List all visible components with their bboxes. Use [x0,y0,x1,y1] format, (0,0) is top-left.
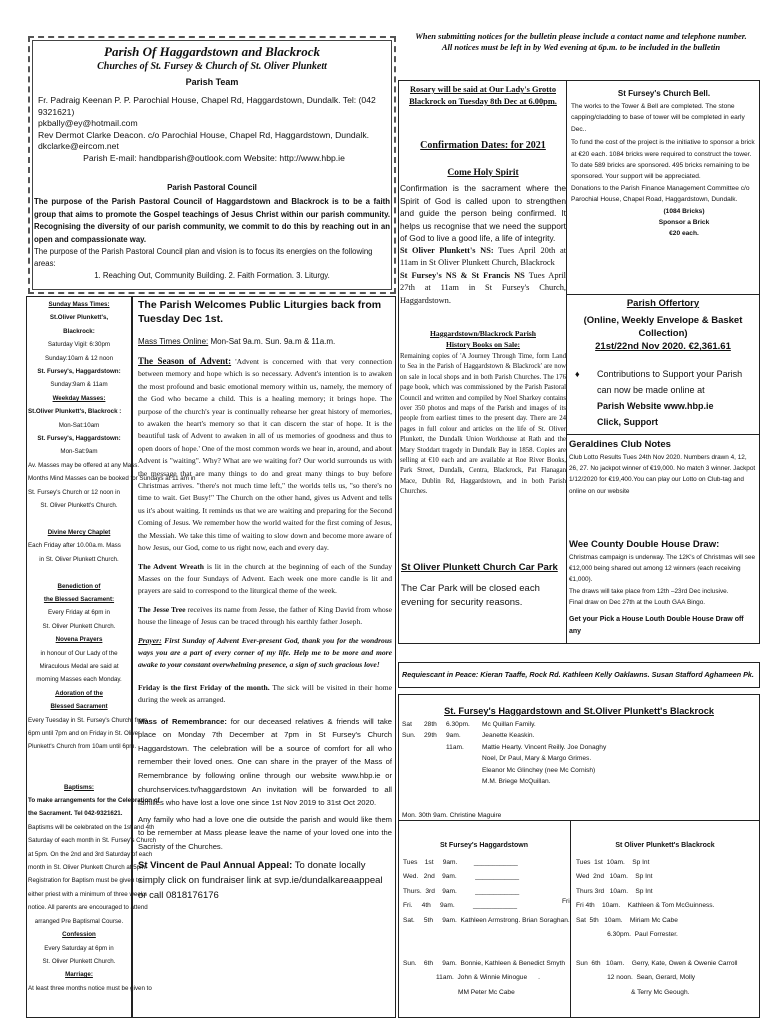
parish-team [38,95,390,164]
schedule-line: 11am. John & Winnie Minogue . [403,974,540,982]
sidebar-line: St.Oliver Plunkett's, Blackrock : [28,408,122,416]
rosary-notice: Rosary will be said at Our Lady's Grotto Blackrock on Tuesday 8th Dec at 6.00pm. [409,85,557,106]
bell-divider [566,294,760,295]
prayer-label: Prayer: [138,635,162,645]
sidebar-line: At least three months notice must be given to [28,984,152,992]
sidebar-line: Confession [62,931,96,939]
sidebar-line: month in St. Oliver Plunkett Church at 5pm. [28,864,147,872]
sidebar-line [26,566,132,579]
offertory-amount: 21st/22nd Nov 2020. €2,361.61 [595,341,731,352]
wreath-section [138,561,392,598]
council-purpose: The purpose of the Parish Pastoral Council of Haggardstown and Blackrock is to be a faith group that aims to promote the Gospel teachings of Jesus Christ within our parish community. Recognising the diversity of our parish community, we commit to do this by reaching out in an open and compassionate way. [34,197,390,244]
sidebar-line: notice. All parents are encouraged to attend [28,904,148,912]
sidebar-line: arranged Pre Baptismal Course. [34,917,124,925]
remembrance-text-2: Any family who had a love one die outside the parish and would like them to be remember at Mass please leave the name of your loved one into the Sacristy of the Churches. [138,814,392,851]
sidebar-line: Saturday Vigil: 6:30pm [47,341,111,349]
schedule-row [402,742,758,753]
remembrance-section [138,715,392,810]
schedule-names: Mc Quillan Family. [482,721,536,728]
geraldines-section [569,438,757,497]
offertory-subtitle: (Online, Weekly Envelope & Basket Collection) [583,315,743,339]
schedule-names: Eleanor Mc Glinchey (nee Mc Cornish) [482,766,596,774]
sf-ns-label: St Fursey's NS & St Francis NS [400,270,525,280]
sidebar-line: Saturday of each month in St. Fursey's Church [28,837,157,845]
sidebar-line: St.Oliver Plunkett's, [49,314,109,322]
history-title-1: Haggardstown/Blackrock Parish [430,329,536,338]
oliver-schedule [576,856,758,1000]
schedule-row [402,753,758,764]
monday-row: Mon. 30th 9am. Christine Maguire [402,812,502,819]
sidebar-line: St. Oliver Plunkett Church. [42,957,116,965]
contribution-website[interactable]: Parish Website www.hbp.ie [597,401,714,411]
sf-ns-text: Tues April 27th at 11am in St Fursey's Church, Haggardstown. [400,270,566,305]
schedule-divider [398,820,760,821]
parish-header [34,44,390,88]
brick-price: €20 each. [669,230,699,238]
wee-county-cta: Get your Pick a House Louth Double House Draw off any [569,616,744,636]
jesse-label: The Jesse Tree [138,604,186,614]
first-friday-text: The sick will be visited in their home during the week as arranged. [138,682,392,705]
schedule-line: Sun. 6th 9am. Bonnie, Kathleen & Benedict Smyth [403,959,566,967]
sidebar-line: the Blessed Sacrament: [43,595,115,603]
schedule-time [446,776,482,787]
schedule-day [402,742,424,753]
schedule-date [424,753,446,764]
advent-label: The Season of Advent: [138,356,232,366]
wee-county-text-2: The draws will take place from 12th –23rd Dec inclusive. [569,587,729,595]
rip-text: Requiescant in Peace: Kieran Taaffe, Rock Rd. Kathleen Kelly Oaklawns. Susan Stafford Aghameen Pk. [402,670,754,679]
contribution-click-support[interactable]: Click, Support [597,417,659,427]
sidebar-line: Baptisms will be celebrated on the 1st and 4th [28,823,155,831]
sop-ns-text: Tues April 20th at 11am in St Oliver Plunkett Church, Blackrock [400,245,566,267]
sidebar-line: at 5pm. On the 2nd and 3rd Saturday of each [28,850,153,858]
schedule-line: Tues 1st 9am. ____________ [403,859,518,866]
advent-section [138,355,392,555]
sidebar-line: Divine Mercy Chaplet [47,528,111,536]
sidebar-line: Blessed Sacrament [50,703,108,711]
geraldines-title: Geraldines Club Notes [569,439,671,450]
history-title-2: History Books on Sale: [445,340,521,349]
sidebar-line: Every Saturday at 6pm in [44,944,114,952]
sidebar-line: Benediction of [57,582,101,590]
schedule-line: Sun 6th 10am. Gerry, Kate, Owen & Owenie Carroll [576,959,738,967]
schedule-row [402,730,758,741]
fursey-schedule [403,856,569,1000]
schedule-line: Tues 1st 10am. Sp Int [576,859,650,866]
welcome-heading: The Parish Welcomes Public Liturgies back from Tuesday Dec 1st. [138,299,382,325]
schedule-time [446,753,482,764]
team-email-1[interactable]: pkbally@ey@hotmail.com [38,118,138,128]
sidebar-line: To make arrangements for the Celebration of [28,797,160,805]
team-line-3: Rev Dermot Clarke Deacon. c/o Parochial House, Chapel Rd, Haggardstown, Dundalk. [38,129,370,140]
sop-ns-label: St Oliver Plunkett's NS: [400,245,494,255]
schedule-date [424,776,446,787]
wreath-label: The Advent Wreath [138,561,205,571]
sidebar-line: Av. Masses may be offered at any Mass. [28,461,140,469]
brick-sponsor [571,206,757,240]
confirmation-title: Confirmation Dates: for 2021 [420,140,546,151]
bell-section [571,88,757,240]
sidebar-line [26,513,132,526]
schedule-date [424,742,446,753]
jesse-text: receives its name from Jesse, the father of King David from whose house the lineage of Jesus can be traced through his earthly father Joseph. [138,604,392,627]
sidebar-line: 6pm until 7pm and on Friday in St. Oliver [28,730,141,737]
bell-text-2: To fund the cost of the project is the initiative to sponsor a brick at €20 each. 1084 bricks were required to construct the tower. To date 589 bricks are sponsored. 495 bricks remaining to be sponsored. Your support will be appreciated. [571,139,755,181]
sidebar-line: Weekday Masses: [52,394,106,402]
contribution-line-2: can now be made online at [597,385,705,395]
notice-line-2: All notices must be left in by Wed evening at 6p.m. to be included in the bulletin [441,42,721,52]
sidebar-line: St. Oliver Plunkett Church. [42,622,116,630]
sidebar-line: Sunday:9am & 11am [50,381,108,389]
schedule-line: Thurs 3rd 10am. Sp Int [576,887,653,895]
sidebar-line: Registration for Baptism must be given to [28,877,142,885]
schedule-line [403,942,569,956]
prayer-text: First Sunday of Advent Ever-present God, thank you for the wondrous ways you are a part of every corner of my life. Help me to be more and more awake to your constant overwhelming presence, a sign of such gracious love! [138,635,392,670]
schedule-names: Jeanette Keaskin. [482,732,535,740]
sidebar-line: Each Friday after 10.00a.m. Mass [28,542,121,550]
notice-line-1: When submitting notices for the bulletin please include a contact name and telephone number. [415,31,747,41]
schedule-day [402,765,424,776]
svp-section [138,858,392,903]
wee-county-section [569,538,757,638]
sidebar-line: either priest with a minimum of three weeks [28,890,147,898]
submission-notice [402,31,760,53]
first-friday-label: Friday is the first Friday of the month. [138,682,270,692]
sidebar-line: St. Fursey's, Haggardstown: [37,435,121,443]
mass-times-label: Mass Times Online: [138,337,209,346]
schedule-line: Sat. 5th 9am. Kathleen Armstrong. Brian Soraghan. [403,916,570,924]
schedule-names: Mattie Hearty. Vincent Reilly. Joe Donaghy [482,743,607,751]
bell-text-1: The works to the Tower & Bell are completed. The stone capping/cladding to base of tower will be completed in early Dec.. [571,103,745,133]
sponsor-brick: Sponsor a Brick [658,219,710,227]
schedule-time: 9am. [446,732,461,740]
mass-times-text: Mon-Sat 9a.m. Sun. 9a.m & 11a.m. [208,337,336,346]
sidebar-line: Months Mind Masses can be booked for Sundays at 11 am in [28,475,196,483]
sidebar-line: Blackrock: [63,327,95,335]
remembrance-label: Mass of Remembrance: [138,716,227,726]
sidebar-line: Sunday Mass Times: [48,301,110,308]
schedule-row [402,765,758,776]
jesse-section [138,604,392,629]
schedule-day [402,753,424,764]
parish-email-website[interactable]: Parish E-mail: handbparish@outlook.com Website: http://www.hbp.ie [83,152,345,163]
sidebar-line: Every Tuesday in St. Fursey's Church, from [28,716,148,724]
schedule-title: St. Fursey's Haggardstown and St.Oliver Plunkett's Blackrock [444,706,714,716]
bell-title: St Fursey's Church Bell. [617,89,711,98]
sidebar-line [26,754,132,767]
sidebar-line: Miraculous Medal are said at [39,662,119,670]
sidebar-line: Sunday:10am & 12 noon [44,354,114,362]
team-email-2[interactable]: dkclarke@eircom.net [38,141,119,151]
sidebar-line: Plunkett's Church from 10am until 6pm. [28,743,137,751]
holy-spirit-heading: Come Holy Spirit [447,168,519,178]
middle-column [138,298,392,903]
offertory-section [568,297,758,354]
council-plan: The purpose of the Parish Pastoral Council plan and vision is to focus its energies on the following areas: [34,247,373,268]
online-contribution [575,366,757,430]
schedule-line: 12 noon. Sean, Gerard, Molly [576,974,696,982]
fursey-schedule-title: St Fursey's Haggardstown [439,842,529,849]
schedule-time: 6.30pm. [446,721,470,728]
history-text: Remaining copies of 'A Journey Through Time, form Land to Sea in the Parish of Haggardstown & Blackrock' are now on sale in local shops and in both Parish Churches. The 176 page book, which was commissioned by the Parish Pastoral Council and written and compiled by Noel Sharkey contains over 350 photos and maps of the Parish and images of its people from earliest times to the present day. There are 24 pages in full colour and articles on the life of St. Oliver Plunkett, the Dundalk Union Workhouse at Rath and the Mary Stoddart tragedy in Dundalk Bay in 1858. Copies are selling at €10 each and are available at Roe River Books, Park Street, Dundalk, Centra, Blackrock, Pat Flanagan Mace, Dublin Rd, Haggardstown, and in both Parish Churches. [400,353,566,496]
sidebar-line: Marriage: [65,971,93,979]
brick-count: (1084 Bricks) [663,207,705,215]
carpark-text: The Car Park will be closed each evening for security reasons. [401,583,540,608]
schedule-row [402,719,758,730]
sidebar-line: St. Oliver Plunkett's Church. [40,502,118,510]
schedule-line: Thurs. 3rd 9am. ____________ [403,887,520,895]
svp-text[interactable]: To donate locally simply click on fundraiser link at svp.ie/dundalkareaappeal or call 0818176176 [138,859,383,901]
sidebar-line: Mon-Sat:10am [58,421,100,429]
oliver-schedule-title: St Oliver Plunkett's Blackrock [615,842,715,849]
schedule-line: Wed. 2nd 9am. ____________ [403,873,520,881]
prayer-section [138,635,392,672]
schedule-line: 6.30pm. Paul Forrester. [576,931,678,939]
team-line-1: Fr. Padraig Keenan P. P. Parochial House, Chapel Rd, Haggardstown, Dundalk. Tel: (042 9321621) [38,95,376,117]
parish-title: Parish Of Haggardstown and Blackrock [104,44,320,59]
carpark-title: St Oliver Plunkett Church Car Park [401,562,558,573]
schedule-line: MM Peter Mc Cabe [403,988,515,996]
offertory-title: Parish Offertory [626,298,700,309]
geraldines-text: Club Lotto Results Tues 24th Nov 2020. Numbers drawn 4, 12, 26, 27. No jackpot winner of €19,000. No match 3 winner. Jackpot 1/12/2020 for €19,400.You can play our Lotto on Club-tag and online on our website [569,454,756,495]
sidebar-line: Novena Prayers [55,636,103,644]
council-areas: 1. Reaching Out, Community Building. 2. Faith Formation. 3. Liturgy. [94,271,330,280]
sidebar-line: the Sacrament. Tel 042-9321621. [28,810,123,818]
wee-county-text-1: Christmas campaign is underway. The 12K's of Christmas will see €12,000 being shared out among 12 winners (each receiving €1,000). [569,554,756,584]
schedule-line: Fri. 4th 9am. ____________ [403,902,517,910]
schedule-line [403,928,569,942]
schedule-date: 28th [424,721,437,728]
schedule-day: Sun. [402,732,416,740]
sidebar-line: St. Fursey's Church or 12 noon in [28,488,120,496]
pastoral-council [34,182,390,282]
offertory-divider [566,434,760,435]
schedule-time [446,765,482,776]
bullet-icon: ♦ [575,369,580,379]
sidebar-line [26,767,132,780]
confirmation-text: Confirmation is the sacrament where the Spirit of God is called upon to strengthen and guide the person being confirmed. It helps us recognise that we need the support of God to live a good life, a life of integrity. [400,183,566,243]
schedule-row [402,776,758,787]
schedule-date: 29th [424,732,437,740]
sidebar-line: in honour of Our Lady of the [40,649,118,657]
wee-county-text-3: Final draw on Dec 27th at the Louth GAA Bingo. [569,598,706,606]
sidebar-line: Every Friday at 6pm in [48,609,110,617]
schedule-line [576,942,758,956]
schedule-names: Noel, Dr Paul, Mary & Margo Grimes. [482,755,592,763]
wreath-text: is lit in the church at the beginning of each of the Sunday Masses on the four Sundays of Advent. Each week one more candle is lit and prayers are said to correspond to the liturgical theme of the week. [138,561,392,596]
first-friday-section [138,682,392,707]
schedule-day [402,776,424,787]
schedule-day: Sat [402,721,412,728]
remembrance-text: for our deceased relatives & friends will take place on Monday 7th December at 7pm in St Fursey's Church Haggardstown. The celebration will be a source of comfort for all who remember their loved ones. One can share in the prayer of the Mass of Remembrance by following online through our website www.hbp.ie or churchservices.tv/haggardstown An invitation will be forwarded to all families who have lost a love one since 1st Nov 2019 to 31st Oct 2020. [138,716,393,808]
schedule-line: Wed 2nd 10am. Sp Int [576,873,653,881]
schedule-line: Sat 5th 10am. Miriam Mc Cabe [576,916,678,924]
svp-label: St Vincent de Paul Annual Appeal: [138,859,293,871]
sidebar-line: Adoration of the [55,689,103,697]
advent-text: 'Advent is concerned with that very connection between memory and hope which is so necessary. Advent's intention is to awaken the most profound and basic emotional memory within us, namely, the memory of the God who became a child. This is a healing memory; it brings hope. The purpose of the church's year is continually rehearse her great history of memories, to awaken the heart's memory so that it can discern the star of hope. It is the beautiful task of Advent to awaken in all of us memories of goodness and thus to open doors of hope.' One of the most common words we hear in, around, and about Advent is "waiting". Why? What are we waiting for? Our world surrounds us with the message that are many things to do and great many things to buy before Christmas arrives. "there's not much time left," the worlds tells us, "so there's no time to wait. Get Busy!" The Church on the other hand, gives us Advent and tells us it's about waiting. It reminds us that we are waiting and preparing for the Second Coming of Jesus. We remember how the world waited for the first coming of Jesus, the Messiah. We take this time of waiting to slow down and become more aware of how Jesus, our God, come to us right now, each and every day. [138,357,393,553]
council-title: Parish Pastoral Council [167,183,257,192]
sidebar-line: Mon-Sat:9am [60,448,98,456]
sidebar-line: in St. Oliver Plunkett Church. [39,555,119,563]
sidebar-line: Baptisms: [64,783,94,791]
fri-label: Fri [562,898,570,905]
wee-county-title: Wee County Double House Draw: [569,539,720,550]
contribution-line-1: Contributions to Support your Parish [597,369,743,379]
schedule-line: & Terry Mc Geough. [576,988,690,996]
schedule-line: Fri 4th 10am. Kathleen & Tom McGuinness. [576,902,715,910]
schedule-date [424,765,446,776]
parish-subtitle: Churches of St. Fursey & Church of St. Oliver Plunkett [97,61,327,72]
schedule-names: M.M. Briege McQuillan. [482,778,551,786]
parish-team-label: Parish Team [185,77,239,87]
bell-text-3: Donations to the Parish Finance Management Committee c/o Parochial House, Chapel Road, Haggardstown, Dundalk. [571,184,750,204]
schedule-column-divider [570,820,571,1018]
sidebar-line: morning Masses each Monday. [36,676,122,684]
schedule-time: 11am. [446,743,464,751]
schedule-weekend [402,719,758,787]
sidebar-line: St. Fursey's, Haggardstown: [37,368,121,376]
